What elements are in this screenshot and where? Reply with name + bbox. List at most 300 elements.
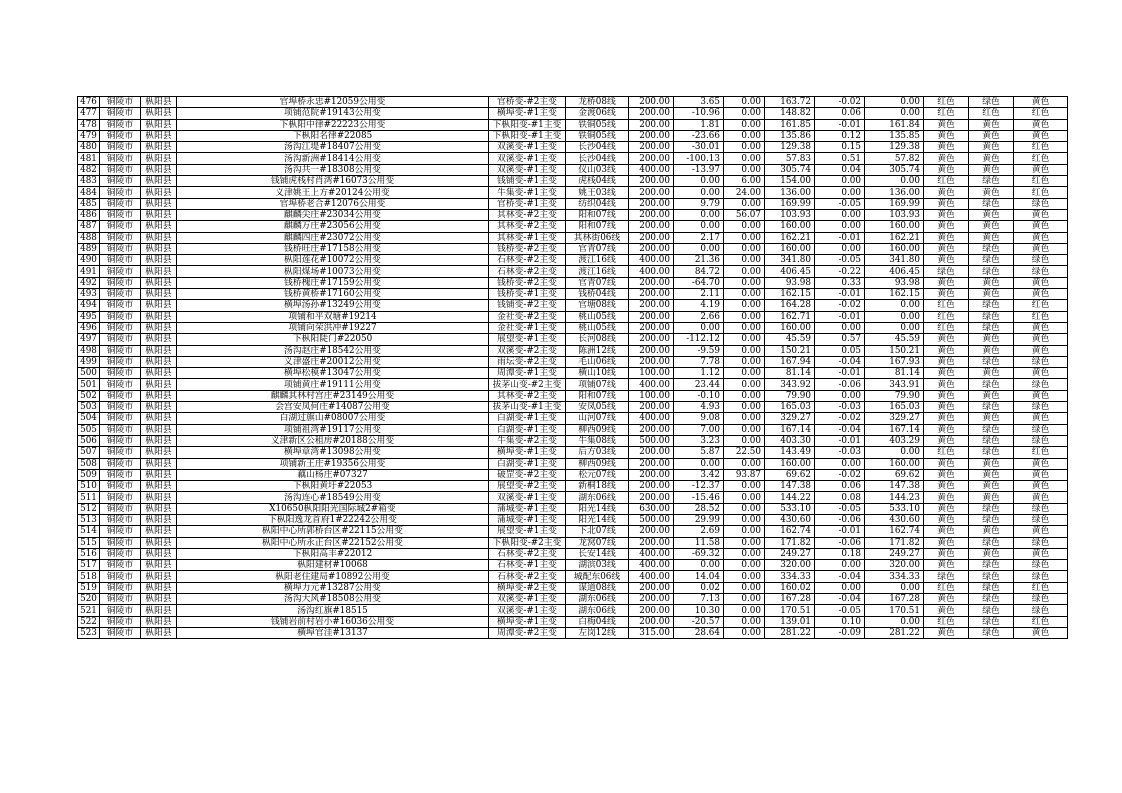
county-cell: 枞阳县 (141, 469, 177, 480)
city-cell: 铜陵市 (100, 413, 141, 424)
ratio-cell: -0.01 (815, 289, 865, 300)
capacity-cell: 400.00 (629, 164, 674, 175)
row-number-cell: 512 (78, 503, 100, 514)
substation-cell: 金社变-#1主变 (489, 322, 566, 333)
final-capacity-cell: 129.38 (865, 142, 924, 153)
status-color-cell-2: 黄色 (969, 345, 1014, 356)
final-capacity-cell: 0.00 (865, 616, 924, 627)
final-capacity-cell: 167.28 (865, 594, 924, 605)
city-cell: 铜陵市 (100, 266, 141, 277)
status-color-cell-2: 黄色 (969, 187, 1014, 198)
city-cell: 铜陵市 (100, 481, 141, 492)
load-change-cell: 0.00 (674, 221, 724, 232)
substation-cell: 石林变-#2主变 (489, 255, 566, 266)
city-cell: 铜陵市 (100, 322, 141, 333)
status-color-cell-1: 黄色 (924, 402, 969, 413)
feeder-line-cell: 长河08线 (566, 334, 629, 345)
table-row (78, 548, 1068, 559)
substation-cell: 钱桥变-#1主变 (489, 289, 566, 300)
county-cell: 枞阳县 (141, 605, 177, 616)
county-cell: 枞阳县 (141, 356, 177, 367)
feeder-line-cell: 纺织04线 (566, 198, 629, 209)
status-color-cell-2: 绿色 (969, 424, 1014, 435)
table-row (78, 469, 1068, 480)
ratio-cell: 0.06 (815, 481, 865, 492)
feeder-line-cell: 项铺07线 (566, 379, 629, 390)
available-capacity-cell: 171.82 (765, 537, 815, 548)
county-cell: 枞阳县 (141, 582, 177, 593)
substation-cell: 下枞阳变-#1主变 (489, 119, 566, 130)
feeder-line-cell: 长安14线 (566, 548, 629, 559)
table-row (78, 356, 1068, 367)
final-capacity-cell: 341.80 (865, 255, 924, 266)
capacity-cell: 200.00 (629, 130, 674, 141)
status-color-cell-3: 红色 (1014, 108, 1068, 119)
status-color-cell-1: 黄色 (924, 594, 969, 605)
county-cell: 枞阳县 (141, 447, 177, 458)
city-cell: 铜陵市 (100, 424, 141, 435)
status-color-cell-3: 黄色 (1014, 334, 1068, 345)
available-capacity-cell: 160.00 (765, 458, 815, 469)
ratio-cell: -0.05 (815, 503, 865, 514)
status-color-cell-1: 红色 (924, 300, 969, 311)
status-color-cell-1: 黄色 (924, 514, 969, 525)
transformer-name-cell: 横埠章湾#13098公用变 (177, 447, 489, 458)
load-change-cell: 28.52 (674, 503, 724, 514)
status-color-cell-3: 绿色 (1014, 198, 1068, 209)
available-capacity-cell: 320.00 (765, 560, 815, 571)
county-cell: 枞阳县 (141, 255, 177, 266)
status-color-cell-1: 红色 (924, 616, 969, 627)
row-number-cell: 482 (78, 164, 100, 175)
status-color-cell-2: 绿色 (969, 176, 1014, 187)
final-capacity-cell: 150.21 (865, 345, 924, 356)
status-color-cell-1: 黄色 (924, 458, 969, 469)
status-color-cell-3: 黄色 (1014, 548, 1068, 559)
county-cell: 枞阳县 (141, 571, 177, 582)
available-capacity-cell: 169.99 (765, 198, 815, 209)
row-number-cell: 507 (78, 447, 100, 458)
status-color-cell-2: 绿色 (969, 311, 1014, 322)
city-cell: 铜陵市 (100, 243, 141, 254)
status-color-cell-3: 黄色 (1014, 492, 1068, 503)
load-change-cell: 0.00 (674, 243, 724, 254)
status-color-cell-3: 黄色 (1014, 277, 1068, 288)
substation-cell: 其林变-#1主变 (489, 232, 566, 243)
feeder-line-cell: 毛山06线 (566, 356, 629, 367)
feeder-line-cell: 虎栈04线 (566, 176, 629, 187)
row-number-cell: 491 (78, 266, 100, 277)
row-number-cell: 505 (78, 424, 100, 435)
final-capacity-cell: 136.00 (865, 187, 924, 198)
feeder-line-cell: 铁铜05线 (566, 119, 629, 130)
city-cell: 铜陵市 (100, 300, 141, 311)
row-number-cell: 521 (78, 605, 100, 616)
final-capacity-cell: 93.98 (865, 277, 924, 288)
row-number-cell: 523 (78, 627, 100, 638)
load-change-cell: 7.78 (674, 356, 724, 367)
transformer-name-cell: 钱桥黄桥#17160公用变 (177, 289, 489, 300)
transformer-name-cell: 下枞阳陡门#22050 (177, 334, 489, 345)
transformer-name-cell: 项铺黄庄#19111公用变 (177, 379, 489, 390)
table-row (78, 289, 1068, 300)
feeder-line-cell: 牛集08线 (566, 435, 629, 446)
available-capacity-cell: 165.03 (765, 402, 815, 413)
available-capacity-cell: 167.14 (765, 424, 815, 435)
final-capacity-cell: 320.00 (865, 560, 924, 571)
ratio-cell: 0.08 (815, 492, 865, 503)
reserved-load-cell: 0.00 (724, 130, 765, 141)
reserved-load-cell: 0.00 (724, 492, 765, 503)
county-cell: 枞阳县 (141, 537, 177, 548)
status-color-cell-3: 红色 (1014, 311, 1068, 322)
feeder-line-cell: 白梅04线 (566, 616, 629, 627)
table-row (78, 458, 1068, 469)
available-capacity-cell: 136.00 (765, 187, 815, 198)
transformer-name-cell: 麒麟其林村宫庄#23149公用变 (177, 390, 489, 401)
transformer-name-cell: 枞阳中心所永正台区#22152公用变 (177, 537, 489, 548)
capacity-cell: 200.00 (629, 176, 674, 187)
load-change-cell: 10.30 (674, 605, 724, 616)
table-row (78, 571, 1068, 582)
feeder-line-cell: 安凤05线 (566, 402, 629, 413)
ratio-cell: 0.05 (815, 345, 865, 356)
substation-cell: 其林变-#2主变 (489, 209, 566, 220)
substation-cell: 横埠变-#1主变 (489, 616, 566, 627)
city-cell: 铜陵市 (100, 289, 141, 300)
available-capacity-cell: 81.14 (765, 368, 815, 379)
status-color-cell-3: 绿色 (1014, 571, 1068, 582)
available-capacity-cell: 341.80 (765, 255, 815, 266)
status-color-cell-2: 绿色 (969, 447, 1014, 458)
ratio-cell: 0.15 (815, 142, 865, 153)
county-cell: 枞阳县 (141, 379, 177, 390)
final-capacity-cell: 0.00 (865, 447, 924, 458)
status-color-cell-2: 黄色 (969, 289, 1014, 300)
city-cell: 铜陵市 (100, 334, 141, 345)
row-number-cell: 501 (78, 379, 100, 390)
transformer-name-cell: 项铺和平双塘#19214 (177, 311, 489, 322)
status-color-cell-2: 绿色 (969, 322, 1014, 333)
ratio-cell: -0.05 (815, 255, 865, 266)
final-capacity-cell: 162.15 (865, 289, 924, 300)
county-cell: 枞阳县 (141, 526, 177, 537)
status-color-cell-2: 绿色 (969, 198, 1014, 209)
transformer-name-cell: 汤沟大风#18508公用变 (177, 594, 489, 605)
table-row (78, 390, 1068, 401)
row-number-cell: 497 (78, 334, 100, 345)
final-capacity-cell: 162.74 (865, 526, 924, 537)
county-cell: 枞阳县 (141, 221, 177, 232)
status-color-cell-2: 黄色 (969, 334, 1014, 345)
load-change-cell: 7.00 (674, 424, 724, 435)
county-cell: 枞阳县 (141, 164, 177, 175)
transformer-name-cell: 会宫安凤何庄#14087公用变 (177, 402, 489, 413)
city-cell: 铜陵市 (100, 97, 141, 108)
substation-cell: 破罡变-#2主变 (489, 469, 566, 480)
transformer-name-cell: 白湖过旗山#08007公用变 (177, 413, 489, 424)
ratio-cell: -0.05 (815, 198, 865, 209)
capacity-cell: 200.00 (629, 187, 674, 198)
capacity-cell: 100.00 (629, 390, 674, 401)
load-change-cell: 21.36 (674, 255, 724, 266)
transformer-name-cell: 下枞阳名律#22085 (177, 130, 489, 141)
status-color-cell-2: 黄色 (969, 209, 1014, 220)
status-color-cell-3: 绿色 (1014, 402, 1068, 413)
transformer-name-cell: 义津新区公租房#20188公用变 (177, 435, 489, 446)
reserved-load-cell: 0.00 (724, 289, 765, 300)
capacity-cell: 400.00 (629, 379, 674, 390)
status-color-cell-1: 黄色 (924, 548, 969, 559)
table-row (78, 243, 1068, 254)
substation-cell: 双溪变-#1主变 (489, 153, 566, 164)
load-change-cell: -20.57 (674, 616, 724, 627)
substation-cell: 拔茅山变-#1主变 (489, 402, 566, 413)
county-cell: 枞阳县 (141, 402, 177, 413)
county-cell: 枞阳县 (141, 300, 177, 311)
table-row (78, 277, 1068, 288)
feeder-line-cell: 谋道08线 (566, 582, 629, 593)
available-capacity-cell: 69.62 (765, 469, 815, 480)
status-color-cell-1: 黄色 (924, 119, 969, 130)
capacity-cell: 200.00 (629, 447, 674, 458)
capacity-cell: 200.00 (629, 594, 674, 605)
substation-cell: 钱铺变-#1主变 (489, 176, 566, 187)
load-change-cell: -64.70 (674, 277, 724, 288)
transformer-name-cell: 麒麟尖庄#23034公用变 (177, 209, 489, 220)
substation-cell: 横埠变-#1主变 (489, 108, 566, 119)
status-color-cell-3: 绿色 (1014, 435, 1068, 446)
city-cell: 铜陵市 (100, 435, 141, 446)
load-change-cell: -0.10 (674, 390, 724, 401)
reserved-load-cell: 0.00 (724, 334, 765, 345)
final-capacity-cell: 403.29 (865, 435, 924, 446)
city-cell: 铜陵市 (100, 187, 141, 198)
final-capacity-cell: 249.27 (865, 548, 924, 559)
status-color-cell-2: 绿色 (969, 616, 1014, 627)
capacity-cell: 500.00 (629, 435, 674, 446)
status-color-cell-3: 黄色 (1014, 390, 1068, 401)
feeder-line-cell: 桃山05线 (566, 322, 629, 333)
load-change-cell: 3.42 (674, 469, 724, 480)
city-cell: 铜陵市 (100, 402, 141, 413)
transformer-name-cell: 横埠官洼#13137 (177, 627, 489, 638)
status-color-cell-2: 黄色 (969, 119, 1014, 130)
reserved-load-cell: 0.00 (724, 435, 765, 446)
feeder-line-cell: 阳和07线 (566, 221, 629, 232)
row-number-cell: 513 (78, 514, 100, 525)
row-number-cell: 480 (78, 142, 100, 153)
transformer-name-cell: 汤沟共一#18308公用变 (177, 164, 489, 175)
capacity-cell: 200.00 (629, 458, 674, 469)
available-capacity-cell: 160.02 (765, 582, 815, 593)
status-color-cell-2: 绿色 (969, 255, 1014, 266)
row-number-cell: 510 (78, 481, 100, 492)
feeder-line-cell: 钱桥04线 (566, 289, 629, 300)
status-color-cell-2: 绿色 (969, 356, 1014, 367)
final-capacity-cell: 0.00 (865, 311, 924, 322)
final-capacity-cell: 533.10 (865, 503, 924, 514)
status-color-cell-1: 红色 (924, 447, 969, 458)
table-row (78, 334, 1068, 345)
final-capacity-cell: 167.14 (865, 424, 924, 435)
status-color-cell-3: 绿色 (1014, 514, 1068, 525)
feeder-line-cell: 柳西09线 (566, 424, 629, 435)
available-capacity-cell: 150.21 (765, 345, 815, 356)
table-row (78, 503, 1068, 514)
table-body (78, 97, 1068, 639)
reserved-load-cell: 0.00 (724, 537, 765, 548)
reserved-load-cell: 0.00 (724, 345, 765, 356)
status-color-cell-3: 红色 (1014, 153, 1068, 164)
status-color-cell-3: 黄色 (1014, 221, 1068, 232)
row-number-cell: 506 (78, 435, 100, 446)
status-color-cell-2: 黄色 (969, 130, 1014, 141)
feeder-line-cell: 长沙04线 (566, 153, 629, 164)
capacity-cell: 200.00 (629, 345, 674, 356)
load-change-cell: -13.97 (674, 164, 724, 175)
county-cell: 枞阳县 (141, 435, 177, 446)
county-cell: 枞阳县 (141, 108, 177, 119)
row-number-cell: 483 (78, 176, 100, 187)
city-cell: 铜陵市 (100, 221, 141, 232)
feeder-line-cell: 仪山03线 (566, 164, 629, 175)
final-capacity-cell: 160.00 (865, 458, 924, 469)
feeder-line-cell: 阳和07线 (566, 390, 629, 401)
row-number-cell: 489 (78, 243, 100, 254)
final-capacity-cell: 160.00 (865, 221, 924, 232)
status-color-cell-2: 黄色 (969, 153, 1014, 164)
available-capacity-cell: 160.00 (765, 243, 815, 254)
status-color-cell-2: 黄色 (969, 492, 1014, 503)
city-cell: 铜陵市 (100, 255, 141, 266)
city-cell: 铜陵市 (100, 311, 141, 322)
reserved-load-cell: 0.00 (724, 266, 765, 277)
load-change-cell: 4.93 (674, 402, 724, 413)
table-row (78, 232, 1068, 243)
reserved-load-cell: 0.00 (724, 560, 765, 571)
status-color-cell-2: 黄色 (969, 277, 1014, 288)
status-color-cell-2: 黄色 (969, 368, 1014, 379)
final-capacity-cell: 161.84 (865, 119, 924, 130)
final-capacity-cell: 135.85 (865, 130, 924, 141)
county-cell: 枞阳县 (141, 153, 177, 164)
substation-cell: 石林变-#1主变 (489, 560, 566, 571)
row-number-cell: 519 (78, 582, 100, 593)
capacity-cell: 200.00 (629, 616, 674, 627)
table-row (78, 97, 1068, 108)
available-capacity-cell: 160.00 (765, 221, 815, 232)
feeder-line-cell: 湖滨03线 (566, 560, 629, 571)
status-color-cell-2: 绿色 (969, 402, 1014, 413)
substation-cell: 展望变-#1主变 (489, 334, 566, 345)
reserved-load-cell: 0.00 (724, 277, 765, 288)
capacity-cell: 200.00 (629, 582, 674, 593)
reserved-load-cell: 0.00 (724, 413, 765, 424)
available-capacity-cell: 162.21 (765, 232, 815, 243)
status-color-cell-1: 黄色 (924, 345, 969, 356)
substation-cell: 金社变-#2主变 (489, 311, 566, 322)
substation-cell: 石林变-#2主变 (489, 548, 566, 559)
substation-cell: 雨坛变-#2主变 (489, 356, 566, 367)
capacity-cell: 400.00 (629, 266, 674, 277)
status-color-cell-1: 黄色 (924, 209, 969, 220)
table-row (78, 130, 1068, 141)
status-color-cell-3: 黄色 (1014, 119, 1068, 130)
table-row (78, 594, 1068, 605)
row-number-cell: 478 (78, 119, 100, 130)
table-row (78, 119, 1068, 130)
final-capacity-cell: 0.00 (865, 176, 924, 187)
reserved-load-cell: 0.00 (724, 255, 765, 266)
reserved-load-cell: 0.00 (724, 390, 765, 401)
load-change-cell: -12.37 (674, 481, 724, 492)
feeder-line-cell: 湖东06线 (566, 492, 629, 503)
reserved-load-cell: 22.50 (724, 447, 765, 458)
status-color-cell-3: 绿色 (1014, 537, 1068, 548)
substation-cell: 双溪变-#1主变 (489, 164, 566, 175)
ratio-cell: 0.18 (815, 548, 865, 559)
county-cell: 枞阳县 (141, 232, 177, 243)
status-color-cell-2: 绿色 (969, 627, 1014, 638)
feeder-line-cell: 龙窝07线 (566, 537, 629, 548)
capacity-cell: 200.00 (629, 605, 674, 616)
city-cell: 铜陵市 (100, 368, 141, 379)
county-cell: 枞阳县 (141, 277, 177, 288)
feeder-line-cell: 湖东06线 (566, 594, 629, 605)
final-capacity-cell: 162.21 (865, 232, 924, 243)
row-number-cell: 492 (78, 277, 100, 288)
ratio-cell: -0.04 (815, 594, 865, 605)
feeder-line-cell: 渡江16线 (566, 255, 629, 266)
reserved-load-cell: 0.00 (724, 402, 765, 413)
transformer-name-cell: 枞阳中心所郭桥台区#22115公用变 (177, 526, 489, 537)
available-capacity-cell: 103.93 (765, 209, 815, 220)
table-row (78, 424, 1068, 435)
available-capacity-cell: 170.51 (765, 605, 815, 616)
reserved-load-cell: 0.00 (724, 97, 765, 108)
status-color-cell-3: 绿色 (1014, 560, 1068, 571)
capacity-cell: 200.00 (629, 108, 674, 119)
row-number-cell: 502 (78, 390, 100, 401)
table-row (78, 492, 1068, 503)
capacity-cell: 200.00 (629, 97, 674, 108)
city-cell: 铜陵市 (100, 345, 141, 356)
row-number-cell: 486 (78, 209, 100, 220)
status-color-cell-3: 绿色 (1014, 503, 1068, 514)
status-color-cell-2: 绿色 (969, 560, 1014, 571)
load-change-cell: -9.59 (674, 345, 724, 356)
row-number-cell: 500 (78, 368, 100, 379)
status-color-cell-1: 黄色 (924, 435, 969, 446)
table-row (78, 379, 1068, 390)
transformer-name-cell: 枞阳莲花#10072公用变 (177, 255, 489, 266)
capacity-cell: 400.00 (629, 255, 674, 266)
status-color-cell-3: 黄色 (1014, 130, 1068, 141)
county-cell: 枞阳县 (141, 390, 177, 401)
reserved-load-cell: 0.00 (724, 503, 765, 514)
county-cell: 枞阳县 (141, 560, 177, 571)
feeder-line-cell: 柳西09线 (566, 458, 629, 469)
row-number-cell: 511 (78, 492, 100, 503)
load-change-cell: 2.11 (674, 289, 724, 300)
ratio-cell: 0.00 (815, 176, 865, 187)
load-change-cell: 1.12 (674, 368, 724, 379)
reserved-load-cell: 0.00 (724, 458, 765, 469)
table-row (78, 322, 1068, 333)
feeder-line-cell: 阳光14线 (566, 514, 629, 525)
status-color-cell-3: 红色 (1014, 616, 1068, 627)
